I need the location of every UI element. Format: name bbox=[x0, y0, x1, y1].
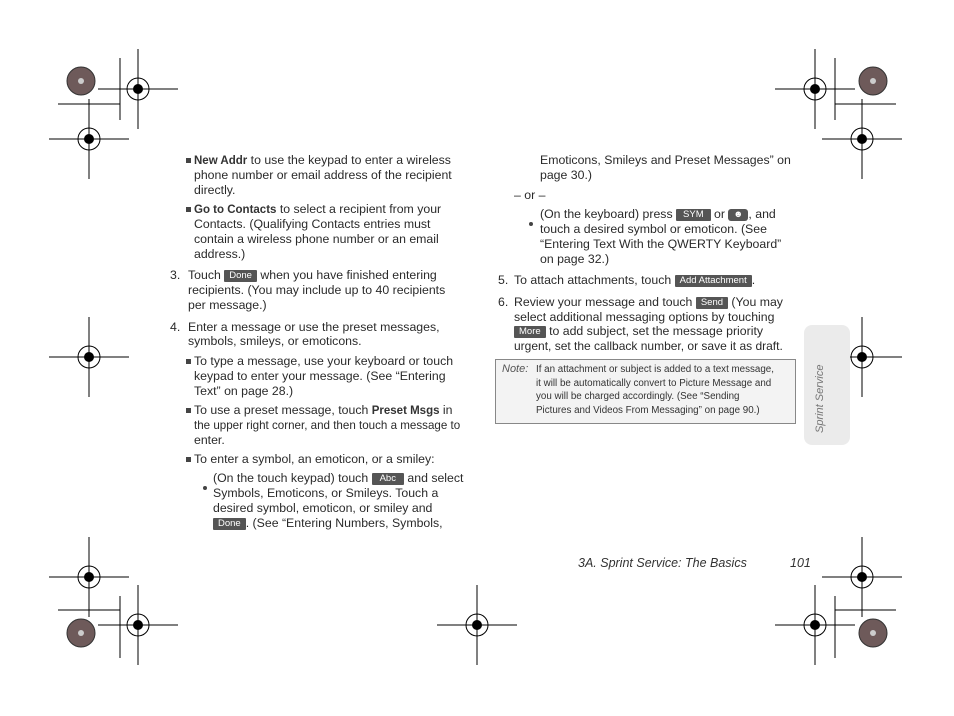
page-number: 101 bbox=[790, 556, 811, 570]
smiley-key-icon: ☻ bbox=[728, 209, 748, 221]
text: Symbols, Emoticons, or Smileys. Touch a bbox=[213, 486, 439, 500]
bullet-square-icon bbox=[186, 207, 191, 212]
step-6-line-3 bbox=[514, 324, 763, 339]
text: Enter a message or use the preset messages, bbox=[188, 320, 440, 334]
text: phone number or email address of the recipient bbox=[194, 168, 452, 182]
step-number: 6. bbox=[498, 295, 509, 309]
star-target-icon bbox=[67, 67, 95, 95]
text: or bbox=[710, 207, 729, 221]
bullet-square-icon bbox=[186, 408, 191, 413]
text: , and bbox=[748, 207, 776, 221]
bullet-type-message bbox=[186, 354, 453, 369]
bullet-symbol bbox=[186, 452, 435, 467]
text: (On the keyboard) press bbox=[540, 207, 677, 221]
text: . bbox=[751, 273, 756, 287]
side-tab bbox=[804, 325, 850, 445]
step-6 bbox=[514, 295, 783, 310]
sub-bullet-icon bbox=[529, 213, 533, 231]
text: recipients. (You may include up to 40 recipients bbox=[188, 283, 446, 297]
step-3 bbox=[188, 268, 437, 283]
done-button: Done bbox=[224, 270, 257, 282]
text: keypad to enter your message. (See “Entering bbox=[194, 369, 446, 383]
text: to add subject, set the message priority bbox=[545, 324, 764, 338]
text: Touch bbox=[188, 268, 225, 282]
text: you will be charged accordingly. (See “Sending bbox=[536, 391, 740, 402]
text: (On the touch keypad) touch bbox=[213, 471, 372, 485]
send-button: Send bbox=[696, 297, 728, 309]
registration-mark-icon bbox=[775, 585, 855, 665]
registration-mark-icon bbox=[775, 49, 855, 129]
registration-mark-icon bbox=[49, 537, 129, 617]
add-attachment-button: Add Attachment bbox=[675, 275, 752, 287]
step-number: 3. bbox=[170, 268, 181, 282]
bullet-preset bbox=[186, 403, 453, 419]
sub-bullet-icon bbox=[203, 477, 207, 495]
text: To attach attachments, touch bbox=[514, 273, 675, 287]
text: To use a preset message, touch bbox=[194, 403, 372, 417]
text: symbols, smileys, or emoticons. bbox=[188, 334, 362, 348]
sym-key: SYM bbox=[676, 209, 711, 221]
sub-bullet-touch-keypad bbox=[213, 471, 463, 486]
text: Emoticons, Smileys and Preset Messages” on bbox=[540, 153, 791, 167]
option-label: Go to Contacts bbox=[194, 204, 277, 216]
text: touch a desired symbol or emoticon. (See bbox=[540, 222, 767, 236]
bullet-new-addr bbox=[186, 153, 451, 169]
sub-bullet-keyboard bbox=[540, 207, 776, 222]
text: select additional messaging options by touching bbox=[514, 310, 775, 324]
text: Contacts. (Qualifying Contacts entries must bbox=[194, 217, 431, 231]
registration-mark-icon bbox=[822, 537, 902, 617]
text: enter. bbox=[194, 433, 225, 447]
text: in bbox=[439, 403, 453, 417]
text: To enter a symbol, an emoticon, or a smiley: bbox=[194, 452, 435, 466]
sub-bullet-line bbox=[213, 516, 443, 531]
step-5 bbox=[514, 273, 755, 288]
text: Review your message and touch bbox=[514, 295, 696, 309]
text: address.) bbox=[194, 247, 246, 261]
text: To type a message, use your keyboard or touch bbox=[194, 354, 454, 368]
text: “Entering Text With the QWERTY Keyboard” bbox=[540, 237, 782, 251]
text: desired symbol, emoticon, or smiley and bbox=[213, 501, 433, 515]
text: Text” on page 28.) bbox=[194, 384, 294, 398]
step-number: 4. bbox=[170, 320, 181, 334]
or-separator: – or – bbox=[514, 188, 546, 202]
text: it will be automatically convert to Picture Message and bbox=[536, 377, 772, 389]
done-button: Done bbox=[213, 518, 246, 530]
star-target-icon bbox=[859, 619, 887, 647]
registration-mark-icon bbox=[437, 585, 517, 665]
note-text bbox=[536, 363, 774, 417]
note-box bbox=[495, 359, 796, 424]
text: urgent, set the callback number, or save it as draft. bbox=[514, 339, 783, 353]
step-number: 5. bbox=[498, 273, 509, 287]
text: to use the keypad to enter a wireless bbox=[247, 153, 451, 167]
text: to select a recipient from your bbox=[276, 202, 442, 216]
text: on page 32.) bbox=[540, 252, 610, 266]
bullet-go-to-contacts bbox=[186, 202, 441, 218]
text: (You may bbox=[728, 295, 783, 309]
option-label: Preset Msgs bbox=[371, 405, 440, 417]
registration-mark-icon bbox=[49, 99, 129, 179]
text: Pictures and Videos From Messaging” on page 90.) bbox=[536, 404, 760, 416]
text: . (See “Entering Numbers, Symbols, bbox=[245, 516, 443, 530]
text: per message.) bbox=[188, 298, 267, 312]
note-label: Note: bbox=[502, 363, 529, 375]
footer-section: 3A. Sprint Service: The Basics bbox=[578, 556, 747, 570]
bullet-square-icon bbox=[186, 158, 191, 163]
registration-mark-icon bbox=[98, 585, 178, 665]
text: directly. bbox=[194, 183, 236, 197]
text: contain a wireless phone number or an email bbox=[194, 232, 439, 246]
text: the upper right corner, and then touch a message to bbox=[194, 419, 461, 432]
star-target-icon bbox=[67, 619, 95, 647]
side-tab-label: Sprint Service bbox=[814, 364, 826, 433]
abc-button: Abc bbox=[372, 473, 404, 485]
text: If an attachment or subject is added to a text message, bbox=[536, 364, 774, 375]
text: and select bbox=[403, 471, 464, 485]
star-target-icon bbox=[859, 67, 887, 95]
option-label: New Addr bbox=[194, 155, 248, 167]
bullet-square-icon bbox=[186, 359, 191, 364]
registration-mark-icon bbox=[822, 99, 902, 179]
bullet-square-icon bbox=[186, 457, 191, 462]
text: when you have finished entering bbox=[256, 268, 437, 282]
registration-mark-icon bbox=[49, 317, 129, 397]
more-button: More bbox=[514, 326, 546, 338]
registration-mark-icon bbox=[98, 49, 178, 129]
text: page 30.) bbox=[540, 168, 592, 182]
